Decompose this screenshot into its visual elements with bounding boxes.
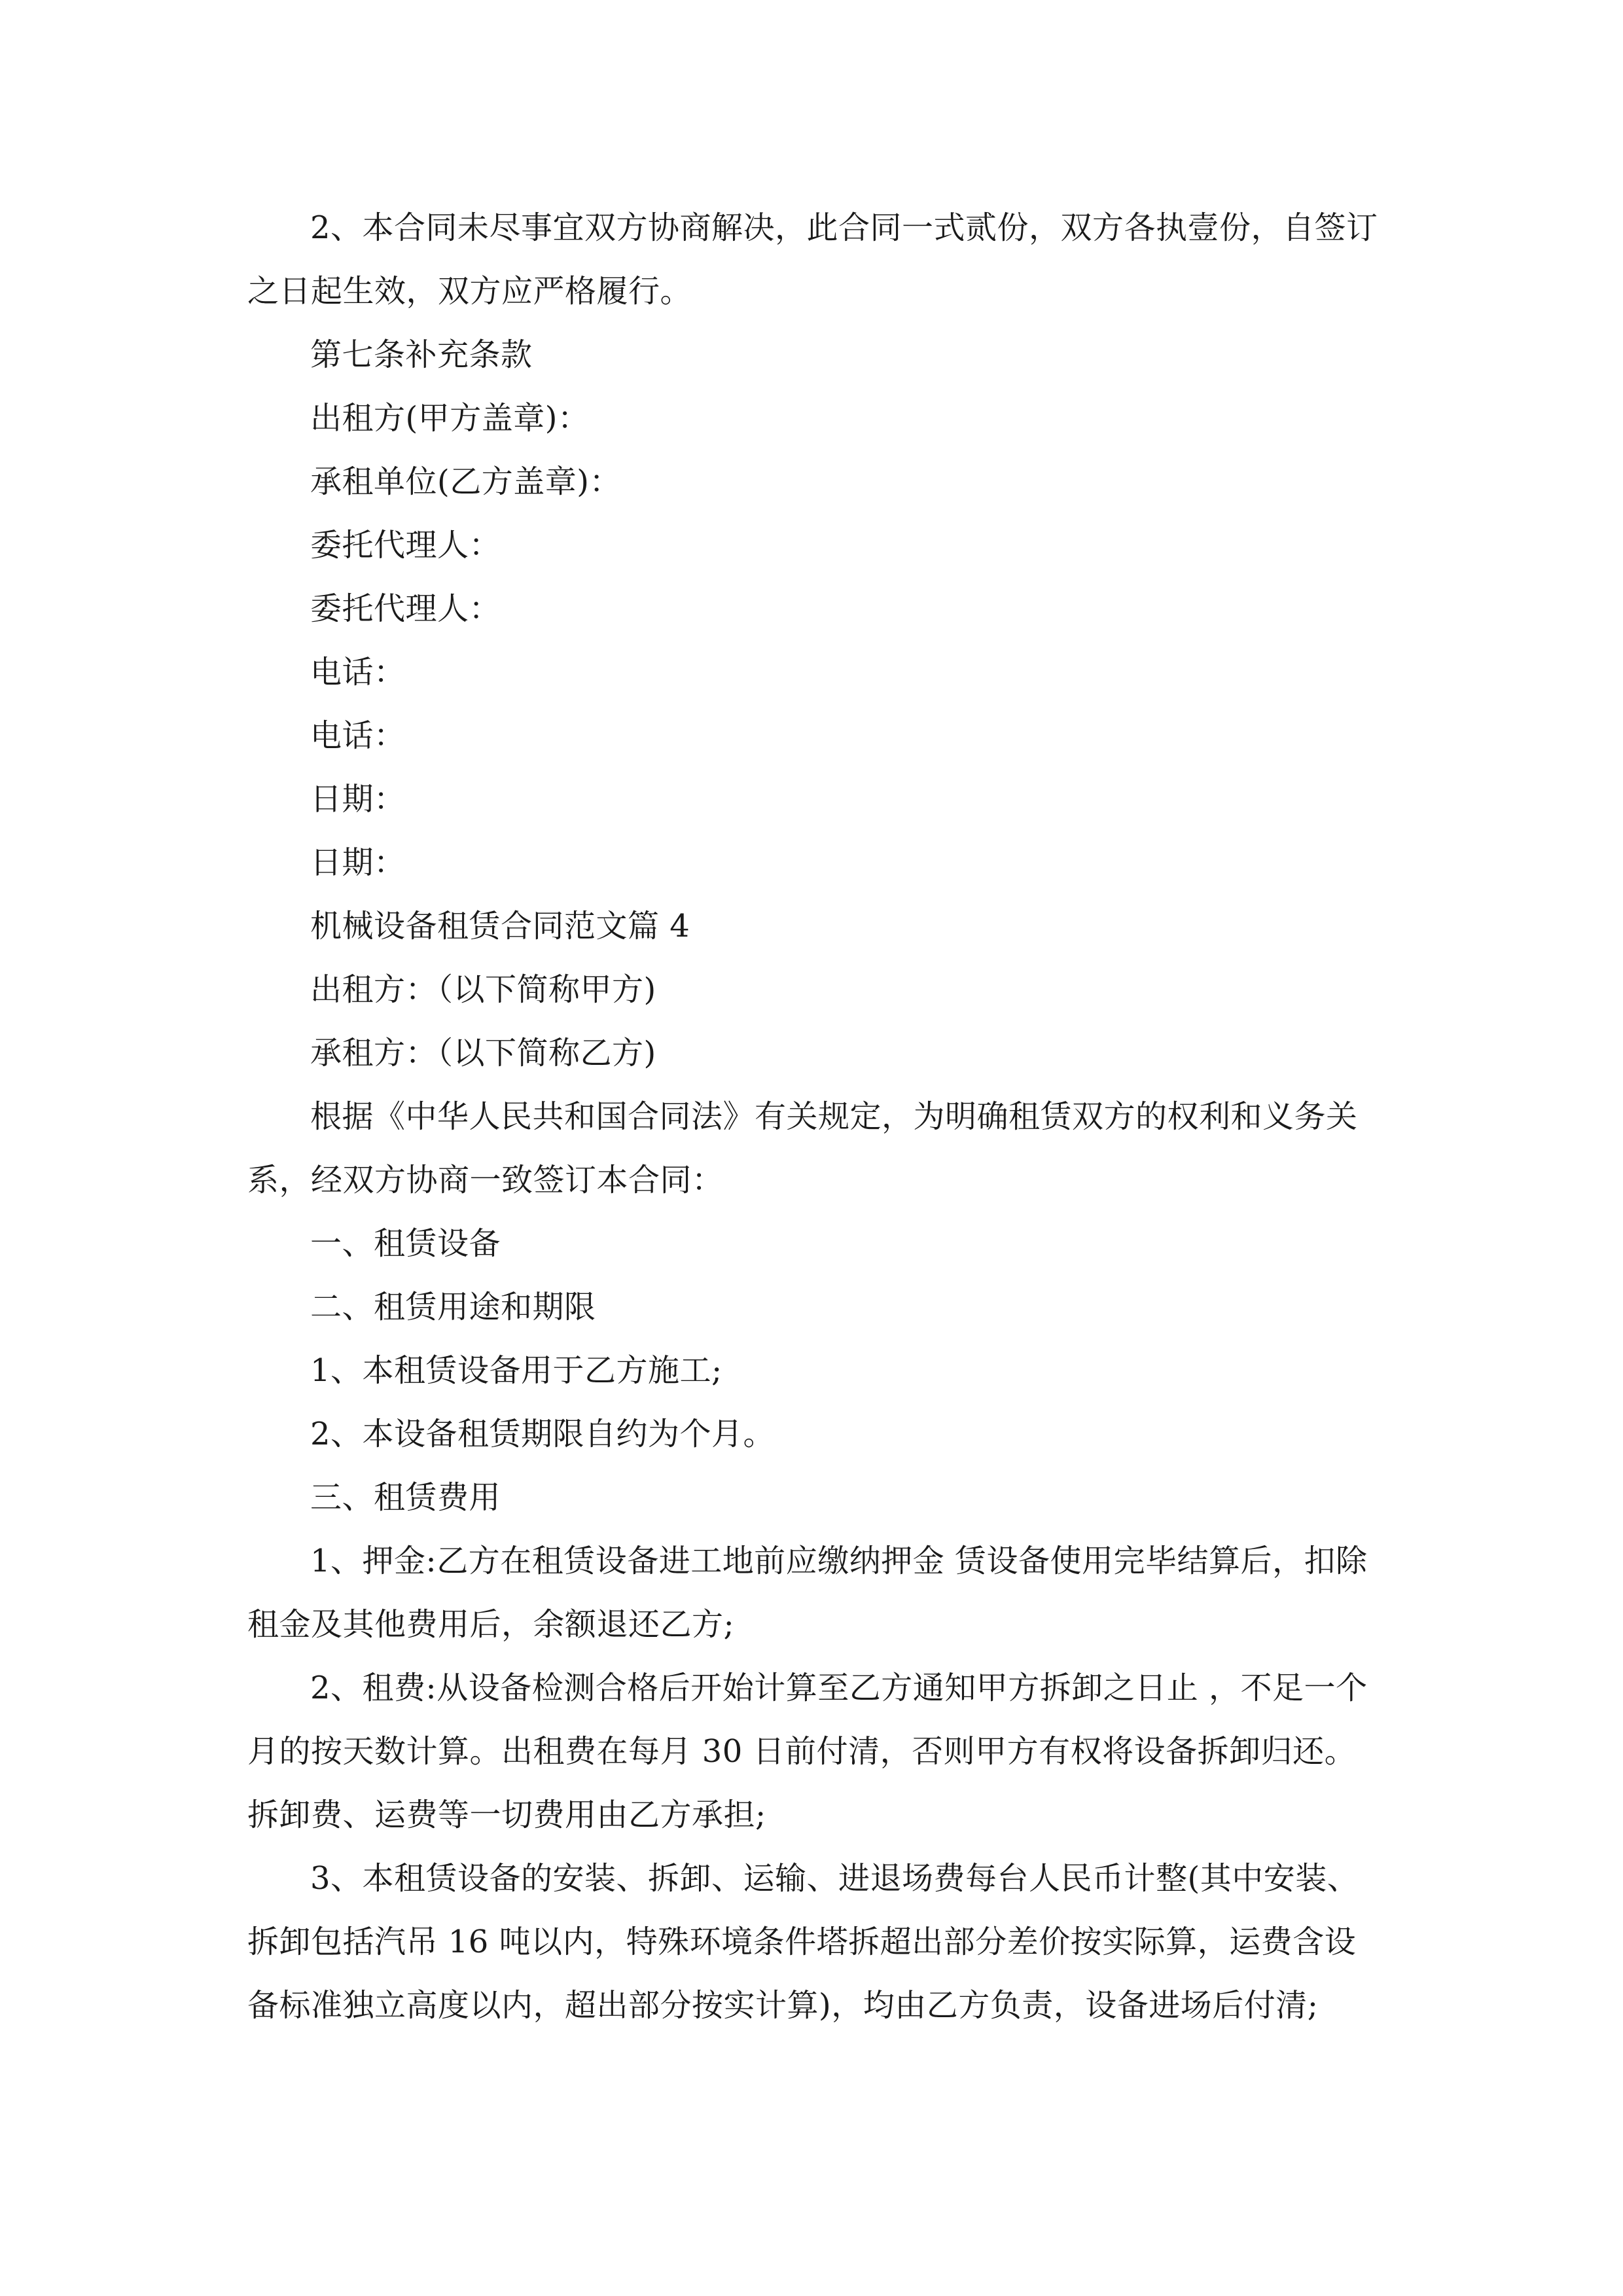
clause-2-item-2: 2、本设备租赁期限自约为个月。 [310,1416,776,1452]
lessor-seal-label: 出租方(甲方盖章)： [310,400,590,437]
clause-3-item-3: 3、本租赁设备的安装、拆卸、运输、进退场费每台人民币计整(其中安装、拆卸包括汽吊 16 吨以内，特殊环境条件塔拆超出部分差价按实际算，运费含设备标准独立高度以内，超出部分按实计算)，均由乙方负责，设备进场后付清; [247,1860,1359,2024]
clause-2-heading: 二、租赁用途和期限 [310,1289,596,1325]
paragraph-2-supplement: 2、本合同未尽事宜双方协商解决，此合同一式贰份，双方各执壹份，自签订之日起生效，双方应严格履行。 [247,209,1378,310]
date-label-a: 日期： [310,781,406,817]
preamble-paragraph: 根据《中华人民共和国合同法》有关规定，为明确租赁双方的权利和义务关系，经双方协商一致签订本合同： [247,1098,1358,1198]
document-body [247,196,1386,2037]
lessee-seal-label: 承租单位(乙方盖章)： [310,463,621,500]
clause-3-item-2: 2、租费:从设备检测合格后开始计算至乙方通知甲方拆卸之日止 ，不足一个月的按天数计算。出租费在每月 30 日前付清，否则甲方有权将设备拆卸归还。拆卸费、运费等一切费用由乙方承担; [247,1670,1368,1833]
clause-3-heading: 三、租赁费用 [310,1479,501,1516]
clause-1-heading: 一、租赁设备 [310,1225,501,1262]
phone-label-b: 电话： [310,717,406,754]
lessee-line: 承租方：（以下简称乙方) [310,1035,656,1071]
clause-3-item-1: 1、押金:乙方在租赁设备进工地前应缴纳押金 赁设备使用完毕结算后，扣除租金及其他费用后，余额退还乙方; [247,1543,1368,1643]
lessor-line: 出租方：（以下简称甲方) [310,971,656,1008]
phone-label-a: 电话： [310,654,406,691]
article-7-heading: 第七条补充条款 [310,336,533,373]
date-label-b: 日期： [310,844,406,881]
section-title: 机械设备租赁合同范文篇 4 [310,908,690,944]
clause-2-item-1: 1、本租赁设备用于乙方施工; [310,1352,722,1389]
agent-label-a: 委托代理人： [310,527,501,564]
agent-label-b: 委托代理人： [310,590,501,627]
